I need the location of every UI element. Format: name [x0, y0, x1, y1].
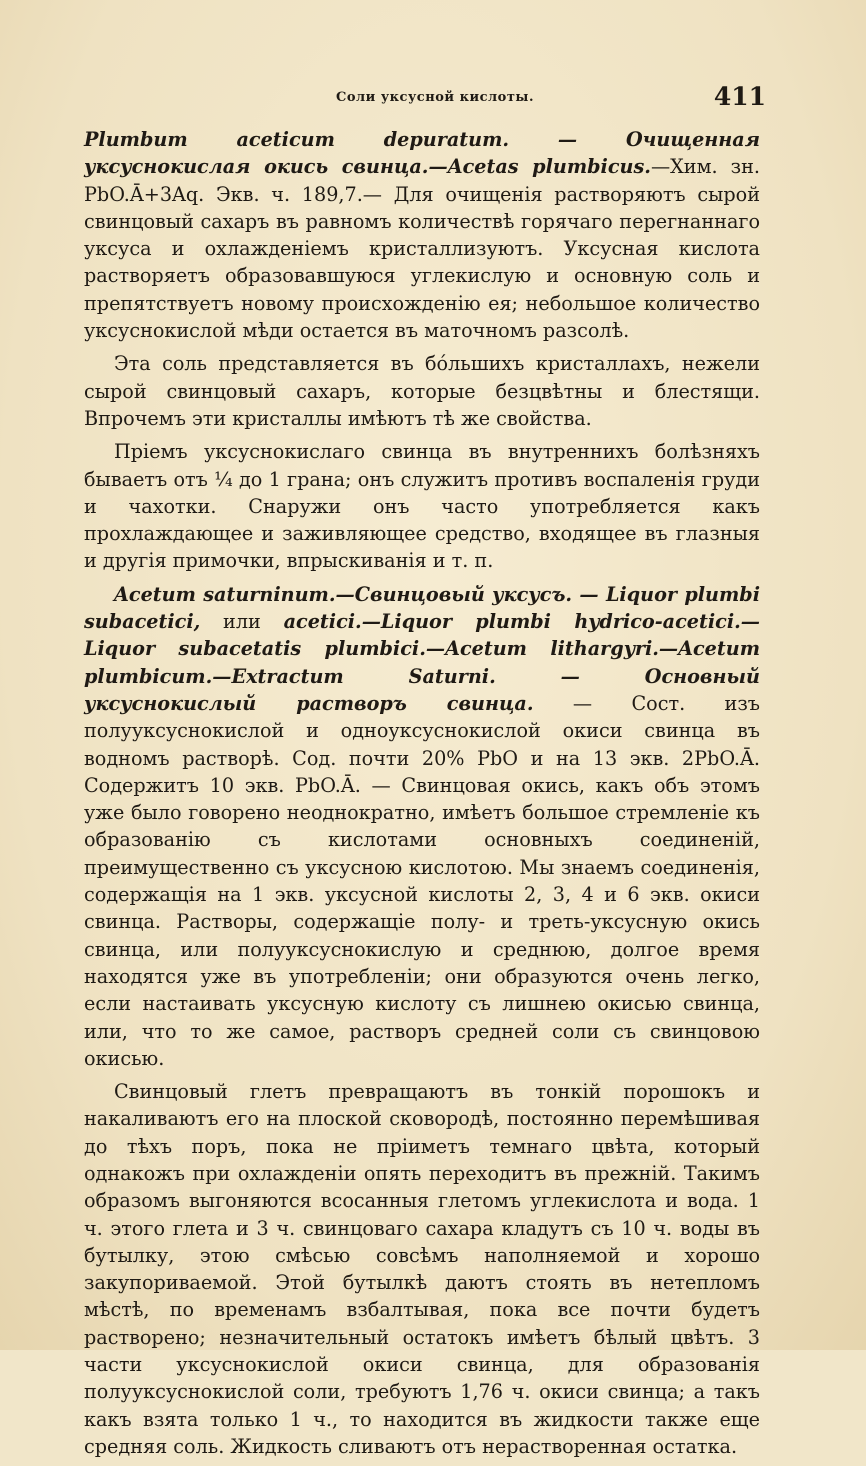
- russian-synonym: — Основный уксуснокислый растворъ свинца.: [84, 664, 760, 715]
- page-number: 411: [713, 82, 766, 111]
- page-header: [70, 82, 766, 114]
- running-title: Соли уксусной кислоты.: [336, 90, 534, 105]
- paragraph-plumbum-aceticum: [84, 126, 760, 344]
- paragraph-text: — Сост. изъ полууксуснокислой и одноуксуснокислой окиси свинца въ водномъ растворѣ. Сод. почти 20% PbO и на 13 экв. 2PbO.Ā. Содержитъ 10 экв. PbO.Ā. — Свинцовая окись, какъ объ этомъ уже было говорено неоднократно, имѣетъ большое стремленіе къ образованію съ кислотами основныхъ соединеній, преимущественно съ уксусною кислотою. Мы знаемъ соединенія, содержащія на 1 экв. уксусной кислоты 2, 3, 4 и 6 экв. окиси свинца. Растворы, содержащіе полу- и треть-уксусную окись свинца, или полууксуснокислую и среднюю, долгое время находятся уже въ употребленіи; они образуются очень легко, если настаивать уксусную кислоту съ лишнею окисью свинца, или, что то же самое, растворъ средней соли съ свинцовою окисью.: [84, 691, 761, 1070]
- paragraph-properties: [84, 350, 760, 432]
- paragraph-text: Свинцовый глетъ превращаютъ въ тонкій порошокъ и накаливаютъ его на плоской сковородѣ, постоянно перемѣшивая до тѣхъ поръ, пока не пріиметъ темнаго цвѣта, который однакожъ при охлажденіи опять переходитъ въ прежній. Такимъ образомъ выгоняются всосанныя глетомъ углекислота и вода. 1 ч. этого глета и 3 ч. свинцоваго сахара кладутъ съ 10 ч. воды въ бутылку, этою смѣсью совсѣмъ наполняемой и хорошо закупориваемой. Этой бутылкѣ даютъ стоять въ нетепломъ мѣстѣ, по временамъ взбалтывая, пока все почти будетъ растворено; незначительный остатокъ имѣетъ бѣлый цвѣтъ. 3 части уксуснокислой окиси свинца, для образованія полууксуснокислой соли, требуютъ 1,76 ч. окиси свинца; а такъ какъ взята только 1 ч., то находится въ жидкости также еще средняя соль. Жидкость сливаютъ отъ нерастворенная остатка.: [84, 1080, 760, 1458]
- paragraph-dosage: [84, 438, 760, 574]
- russian-term: —Свинцовый уксусъ. —: [335, 582, 606, 606]
- body-text: [84, 126, 760, 1466]
- paragraph-text: Эта соль представляется въ бóльшихъ кристаллахъ, нежели сырой свинцовый сахаръ, которые безцвѣтны и блестящи. Впрочемъ эти кристаллы имѣютъ тѣ же свойства.: [84, 352, 760, 430]
- paragraph-text: Пріемъ уксуснокислаго свинца въ внутреннихъ болѣзняхъ бываетъ отъ ¼ до 1 грана; онъ служитъ противъ воспаленія груди и чахотки. Снаружи онъ часто употребляется какъ прохлаждающее и заживляющее средство, входящее въ глазныя и другія примочки, впрыскиванія и т. п.: [84, 440, 760, 573]
- paragraph-preparation: [84, 1078, 760, 1460]
- russian-term: — Очищенная уксуснокислая окись свинца.—: [84, 128, 760, 179]
- latin-term: Acetum saturninum.: [114, 582, 336, 606]
- latin-synonym: Acetas plumbicus.: [447, 155, 651, 179]
- paragraph-acetum-saturninum: [84, 581, 760, 1072]
- paragraph-text: —Хим. зн. PbO.Ā+3Aq. Экв. ч. 189,7.— Для очищенія растворяютъ сырой свинцовый сахаръ въ равномъ количествѣ горячаго перегнаннаго уксуса и охлажденіемъ кристаллизуютъ. Уксусная кислота растворяетъ образовавшуюся углекислую и основную соль и препятствуетъ новому происхожденію ея; небольшое количество уксуснокислой мѣди остается въ маточномъ разсолѣ.: [84, 155, 760, 343]
- latin-term: Plumbum aceticum depuratum.: [84, 128, 510, 151]
- connector-text: или: [200, 610, 284, 634]
- latin-synonyms: acetici.—Liquor plumbi hydrico-acetici.—Liquor subacetatis plumbici.—Acetum lithargyri.—Acetum plumbicum.—Extractum Saturni.: [84, 610, 760, 688]
- latin-synonym: Liquor plumbi subacetici,: [84, 582, 760, 634]
